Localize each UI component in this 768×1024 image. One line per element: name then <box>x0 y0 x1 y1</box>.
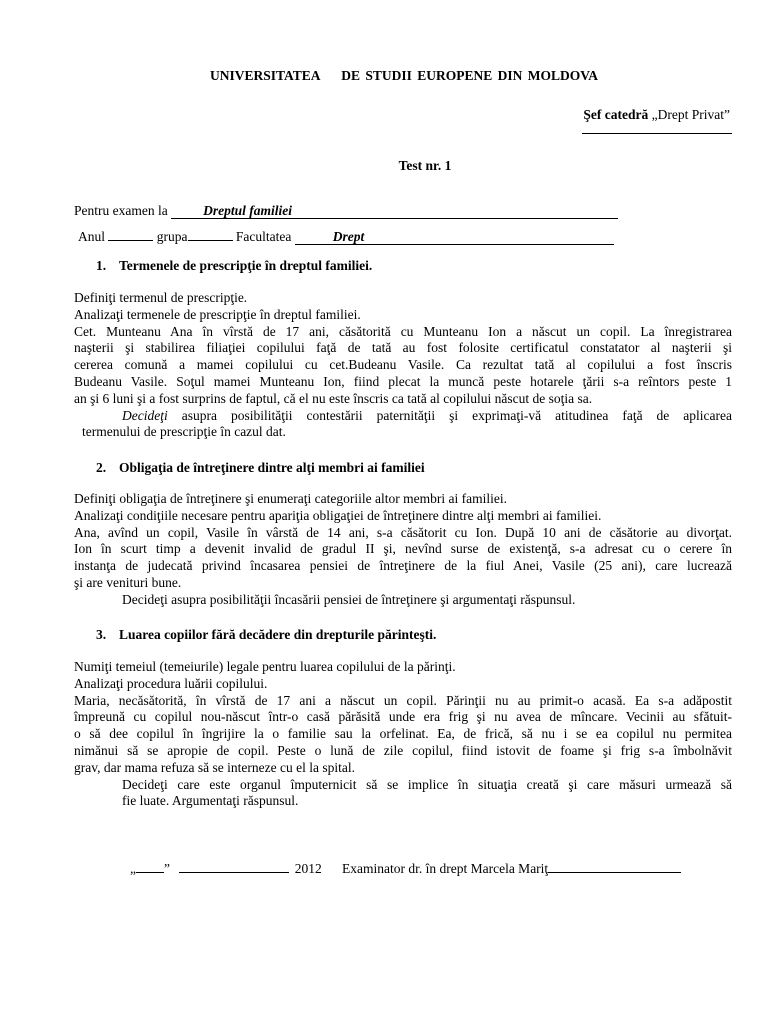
day-field[interactable] <box>136 858 164 873</box>
exam-row <box>74 203 618 219</box>
q3-task-cont: fie luate. Argumentaţi răspunsul. <box>122 793 299 809</box>
examiner-name: Examinator dr. în drept Marcela Mariţ <box>342 861 549 876</box>
question-3-body <box>74 659 732 810</box>
footer-examiner <box>342 858 681 877</box>
group-row <box>78 226 614 245</box>
faculty-value: Drept <box>332 229 365 244</box>
q3-case-line: împreună cu copilul nou-născut într-o casă părăsită unde era frig şi nu avea de mîncare. Vecinii au sfătuit- <box>74 709 732 725</box>
q1-line: Definiţi termenul de prescripţie. <box>74 290 248 305</box>
question-2-body <box>74 491 732 609</box>
q2-case-line: Ana, avînd un copil, Vasile în vârstă de 14 ani, s-a căsătorit cu Ion. După 10 ani de căsătorie au divorţat. <box>74 524 732 540</box>
q3-line: Analizaţi procedura luării copilului. <box>74 675 268 691</box>
q3-line: Numiţi temeiul (temeiurile) legale pentru luarea copilului de la părinţi. <box>74 659 456 674</box>
q1-case-line: Budeanu Vasile. Soţul mamei Munteanu Ion, fiind plecat la muncă peste hotarele ţării s-a reîntors peste 1 <box>74 373 732 389</box>
q3-case-line: grav, dar mama refuza să se interneze cu el la spital. <box>74 759 355 775</box>
q2-line: Analizaţi condiţiile necesare pentru apariţia obligaţiei de întreţinere dintre alţi membri ai familiei. <box>74 507 602 523</box>
question-3-title: Luarea copiilor fără decădere din drepturile părinteşti. <box>119 627 437 642</box>
university-title: UNIVERSITATEA DE STUDII EUROPENE DIN MOLDOVA <box>209 68 599 83</box>
exam-value: Dreptul familiei <box>203 203 292 218</box>
test-title: Test nr. 1 <box>398 158 452 173</box>
question-2-title: Obligaţia de întreţinere dintre alţi membri ai familiei <box>119 460 425 475</box>
year-label: Anul <box>78 229 105 244</box>
group-label: grupa <box>156 229 188 244</box>
quote-close: ” <box>164 861 170 876</box>
examiner-signature-line[interactable] <box>548 858 681 873</box>
question-1-title: Termenele de prescripţie în dreptul familiei. <box>119 258 373 273</box>
q1-case-line: Cet. Munteanu Ana în vîrstă de 17 ani, căsătorită cu Munteanu Ion a născut un copil. La înregistrarea <box>74 323 732 339</box>
quote-open: „ <box>130 861 136 876</box>
q2-case-line: instanţa de judecată privind încasarea pensiei de întreţinere de la fiul Anei, Vasile (25 ani), care lucrează <box>74 558 732 574</box>
department-name: „Drept Privat” <box>651 107 730 122</box>
q3-case-line: Maria, necăsătorită, în vîrstă de 17 ani a născut un copil. Părinţii nu au primit-o acasă. Ea s-a adăpostit <box>74 692 732 708</box>
q1-case-line: an şi 6 luni şi a fost surprins de faptul, că el nu este înscris ca tată al copilului născut de soţia sa. <box>74 390 593 406</box>
sef-label: Şef catedră <box>583 107 649 122</box>
q2-task: Decideţi asupra posibilităţii încasării pensiei de întreţinere şi argumentaţi răspunsul. <box>122 591 576 607</box>
group-field[interactable] <box>188 226 233 241</box>
q2-line: Definiţi obligaţia de întreţinere şi enumeraţi categoriile altor membri ai familiei. <box>74 491 507 506</box>
footer-year: 2012 <box>294 861 322 876</box>
exam-label: Pentru examen la <box>74 203 168 218</box>
q1-task-cont: termenului de prescripţie în cazul dat. <box>82 424 286 440</box>
question-2-heading: 2. Obligaţia de întreţinere dintre alţi membri ai familiei <box>96 460 425 475</box>
question-1-body <box>74 290 732 441</box>
q1-case-line: naşterii şi stabilirea filiaţiei copilului faţă de tată au fost folosite certificatul constatator al naşterii şi <box>74 340 732 356</box>
q1-task: Decideţi asupra posibilităţii contestării paternităţii şi exprimaţi-vă atitudinea faţă de aplicarea <box>122 407 732 423</box>
q2-case-line: Ion în scurt timp a devenit invalid de gradul II şi, nevînd surse de existenţă, s-a adresat cu o cerere în <box>74 541 732 557</box>
department-head-label <box>583 107 730 123</box>
faculty-field[interactable] <box>295 229 614 245</box>
faculty-label: Facultatea <box>235 229 292 244</box>
footer-date <box>130 858 322 877</box>
question-1-heading: 1. Termenele de prescripţie în dreptul familiei. <box>96 258 373 273</box>
year-field[interactable] <box>108 226 153 241</box>
q2-case-line: şi are venituri bune. <box>74 574 182 590</box>
exam-field[interactable] <box>171 203 618 219</box>
q3-case-line: o să dee copilul în îngrijire la o familie sau la orfelinat. Ea, de frică, să nu i se ea copilul nu permitea <box>74 726 732 742</box>
question-3-heading: 3. Luarea copiilor fără decădere din drepturile părinteşti. <box>96 627 437 642</box>
q1-line: Analizaţi termenele de prescripţie în dreptul familiei. <box>74 306 361 322</box>
signature-line <box>582 133 732 134</box>
month-field[interactable] <box>179 858 289 873</box>
q3-task: Decideţi care este organul împuternicit să se implice în situaţia creată şi care măsuri urmează să <box>122 776 732 792</box>
q1-case-line: cererea comună a mamei copilului cu cet.Budeanu Vasile. Ca rezultat tată al copilului a fost înscris <box>74 357 732 373</box>
q3-case-line: nimănui să se apropie de copil. Peste o lună de zile copilul, fiind istovit de foame şi frig s-a îmbolnăvit <box>74 742 732 758</box>
